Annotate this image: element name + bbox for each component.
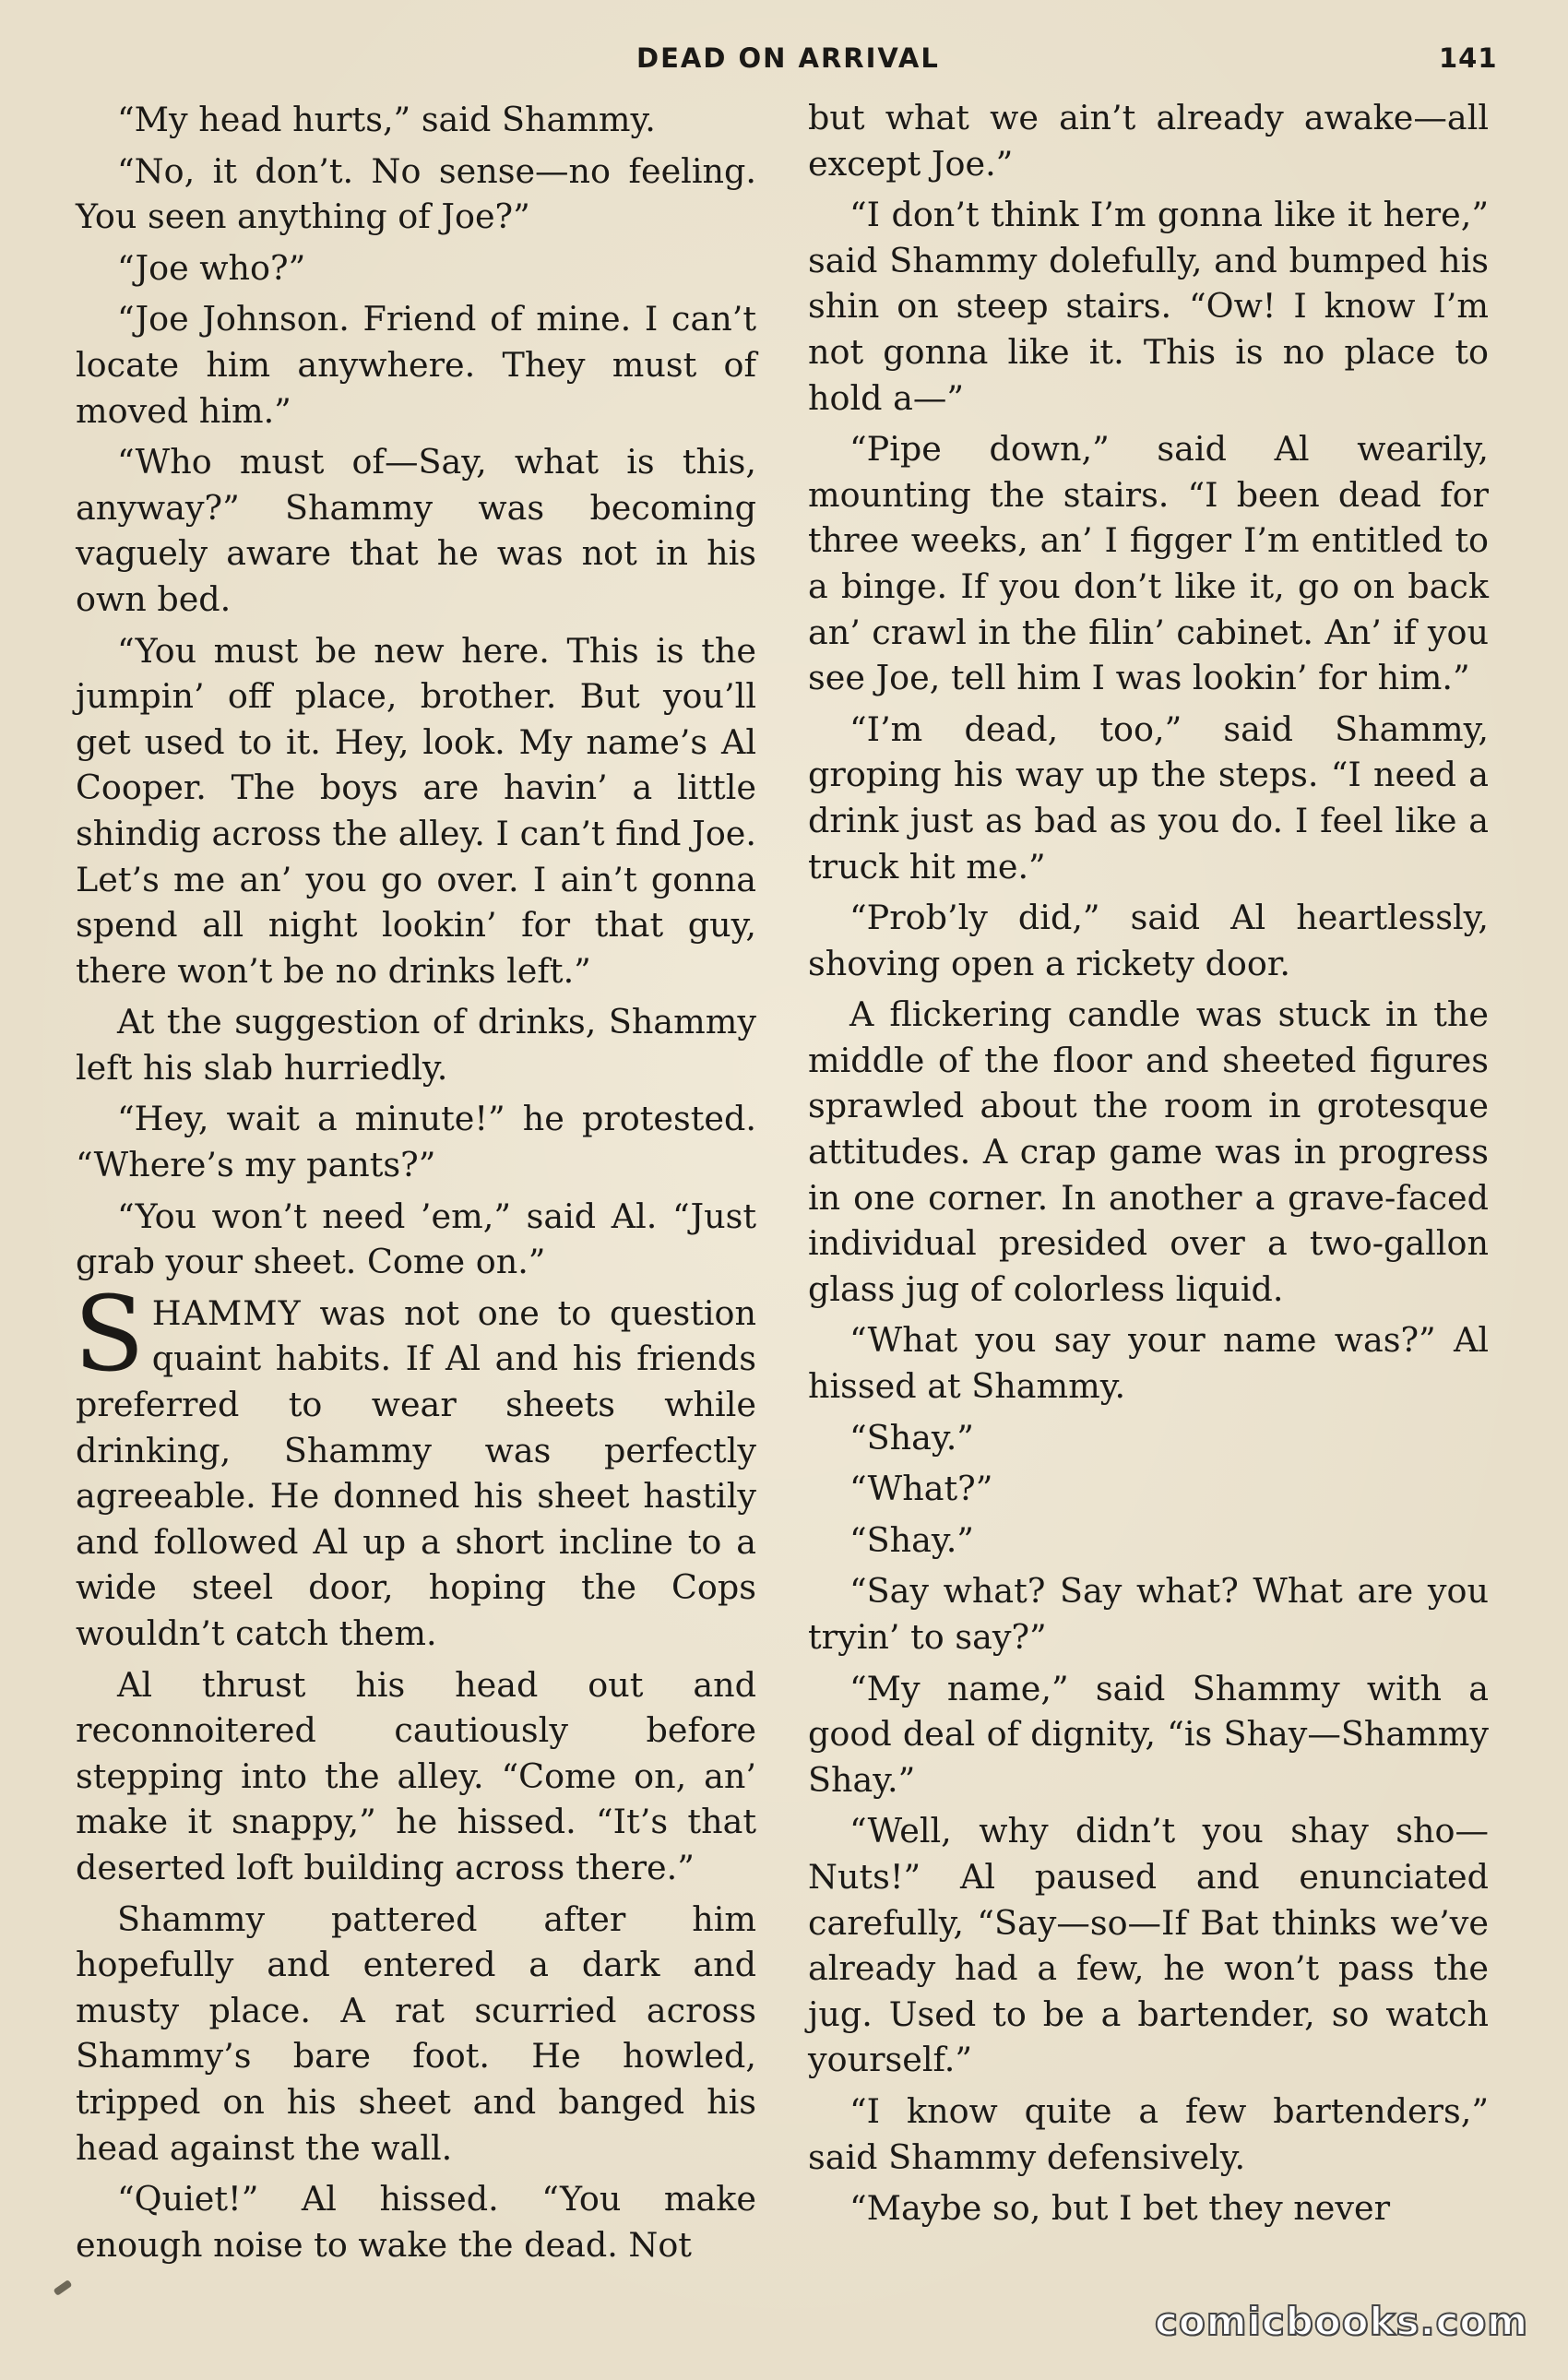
paragraph: “Who must of—Say, what is this, anyway?” Shammy was becoming vaguely aware that he was not in his own bed. xyxy=(76,442,756,619)
running-title: DEAD ON ARRIVAL xyxy=(636,42,940,74)
page-number: 141 xyxy=(1439,42,1498,74)
paragraph: “Pipe down,” said Al wearily, mounting the stairs. “I been dead for three weeks, an’ I figger I’m entitled to a binge. If you don’t like it, go on back an’ crawl in the filin’ cabinet. An’ if you see Joe, tell him I was lookin’ for him.” xyxy=(808,429,1489,698)
paragraph: “You must be new here. This is the jumpin’ off place, brother. But you’ll get used to it. Hey, look. My name’s Al Cooper. The boys are havin’ a little shindig across the alley. I can’t find Joe. Let’s me an’ you go over. I ain’t gonna spend all night lookin’ for that guy, there won’t be no drinks left.” xyxy=(76,630,756,991)
paragraph: “Well, why didn’t you shay sho—Nuts!” Al paused and enunciated carefully, “Say—so—If Bat thinks we’ve already had a few, he won’t pass the jug. Used to be a bartender, so watch yourself.” xyxy=(808,1811,1489,2080)
paragraph: At the suggestion of drinks, Shammy left his slab hurriedly. xyxy=(76,1002,756,1088)
right-column xyxy=(808,95,1489,2237)
paragraph: “Shay.” xyxy=(849,1417,974,1458)
paragraph: “My name,” said Shammy with a good deal of dignity, “is Shay—Shammy Shay.” xyxy=(808,1668,1489,1800)
paragraph: “I know quite a few bartenders,” said Shammy defensively. xyxy=(808,2090,1489,2177)
paragraph: “What you say your name was?” Al hissed at Shammy. xyxy=(808,1320,1489,1407)
paragraph-text: was not one to question quaint habits. If Al and his friends preferred to wear sheets while drinking, Shammy was perfectly agreeable. He donned his sheet hastily and followed Al up a short incline to a wide steel door, hoping the Cops wouldn’t catch them. xyxy=(76,1292,756,1653)
paragraph: “I’m dead, too,” said Shammy, groping his way up the steps. “I need a drink just as bad as you do. I feel like a truck hit me.” xyxy=(808,708,1489,887)
paragraph: “I don’t think I’m gonna like it here,” said Shammy dolefully, and bumped his shin on steep stairs. “Ow! I know I’m not gonna like it. This is no place to hold a—” xyxy=(808,195,1489,418)
paragraph: “Say what? Say what? What are you tryin’ to say?” xyxy=(808,1571,1489,1657)
small-caps-word: HAMMY xyxy=(151,1292,302,1333)
watermark: comicbooks.com xyxy=(1155,2299,1528,2344)
continued-paragraph: but what we ain’t already awake—all except Joe.” xyxy=(808,98,1489,184)
running-head xyxy=(0,41,1568,77)
paragraph: “Shay.” xyxy=(849,1519,974,1560)
paragraph: Al thrust his head out and reconnoitered cautiously before stepping into the alley. “Come on, an’ make it snappy,” he hissed. “It’s that deserted loft building across there.” xyxy=(76,1664,756,1887)
left-column xyxy=(76,97,756,2273)
paragraph: A flickering candle was stuck in the middle of the floor and sheeted figures sprawled about the room in grotesque attitudes. A crap game was in progress in one corner. In another a grave-faced individual presided over a two-gallon glass jug of colorless liquid. xyxy=(808,994,1489,1309)
ink-smudge xyxy=(53,2279,73,2296)
paragraph: “Joe who?” xyxy=(117,247,306,288)
paragraph: “What?” xyxy=(849,1469,993,1509)
paragraph: “Hey, wait a minute!” he protested. “Where’s my pants?” xyxy=(76,1099,756,1185)
paragraph: “Maybe so, but I bet they never xyxy=(849,2188,1391,2229)
paragraph: “Quiet!” Al hissed. “You make enough noise to wake the dead. Not xyxy=(76,2179,756,2265)
paragraph: “Joe Johnson. Friend of mine. I can’t locate him anywhere. They must of moved him.” xyxy=(76,299,756,431)
paragraph: “No, it don’t. No sense—no feeling. You seen anything of Joe?” xyxy=(76,150,756,237)
drop-cap: S xyxy=(74,1274,145,1395)
paragraph: Shammy pattered after him hopefully and entered a dark and musty place. A rat scurried across Shammy’s bare foot. He howled, tripped on his sheet and banged his head against the wall. xyxy=(76,1898,756,2168)
section-opening-paragraph xyxy=(74,1274,756,1657)
paragraph: “Prob’ly did,” said Al heartlessly, shoving open a rickety door. xyxy=(808,898,1489,983)
paragraph: “You won’t need ’em,” said Al. “Just grab your sheet. Come on.” xyxy=(76,1196,756,1282)
paragraph: “My head hurts,” said Shammy. xyxy=(117,100,656,139)
